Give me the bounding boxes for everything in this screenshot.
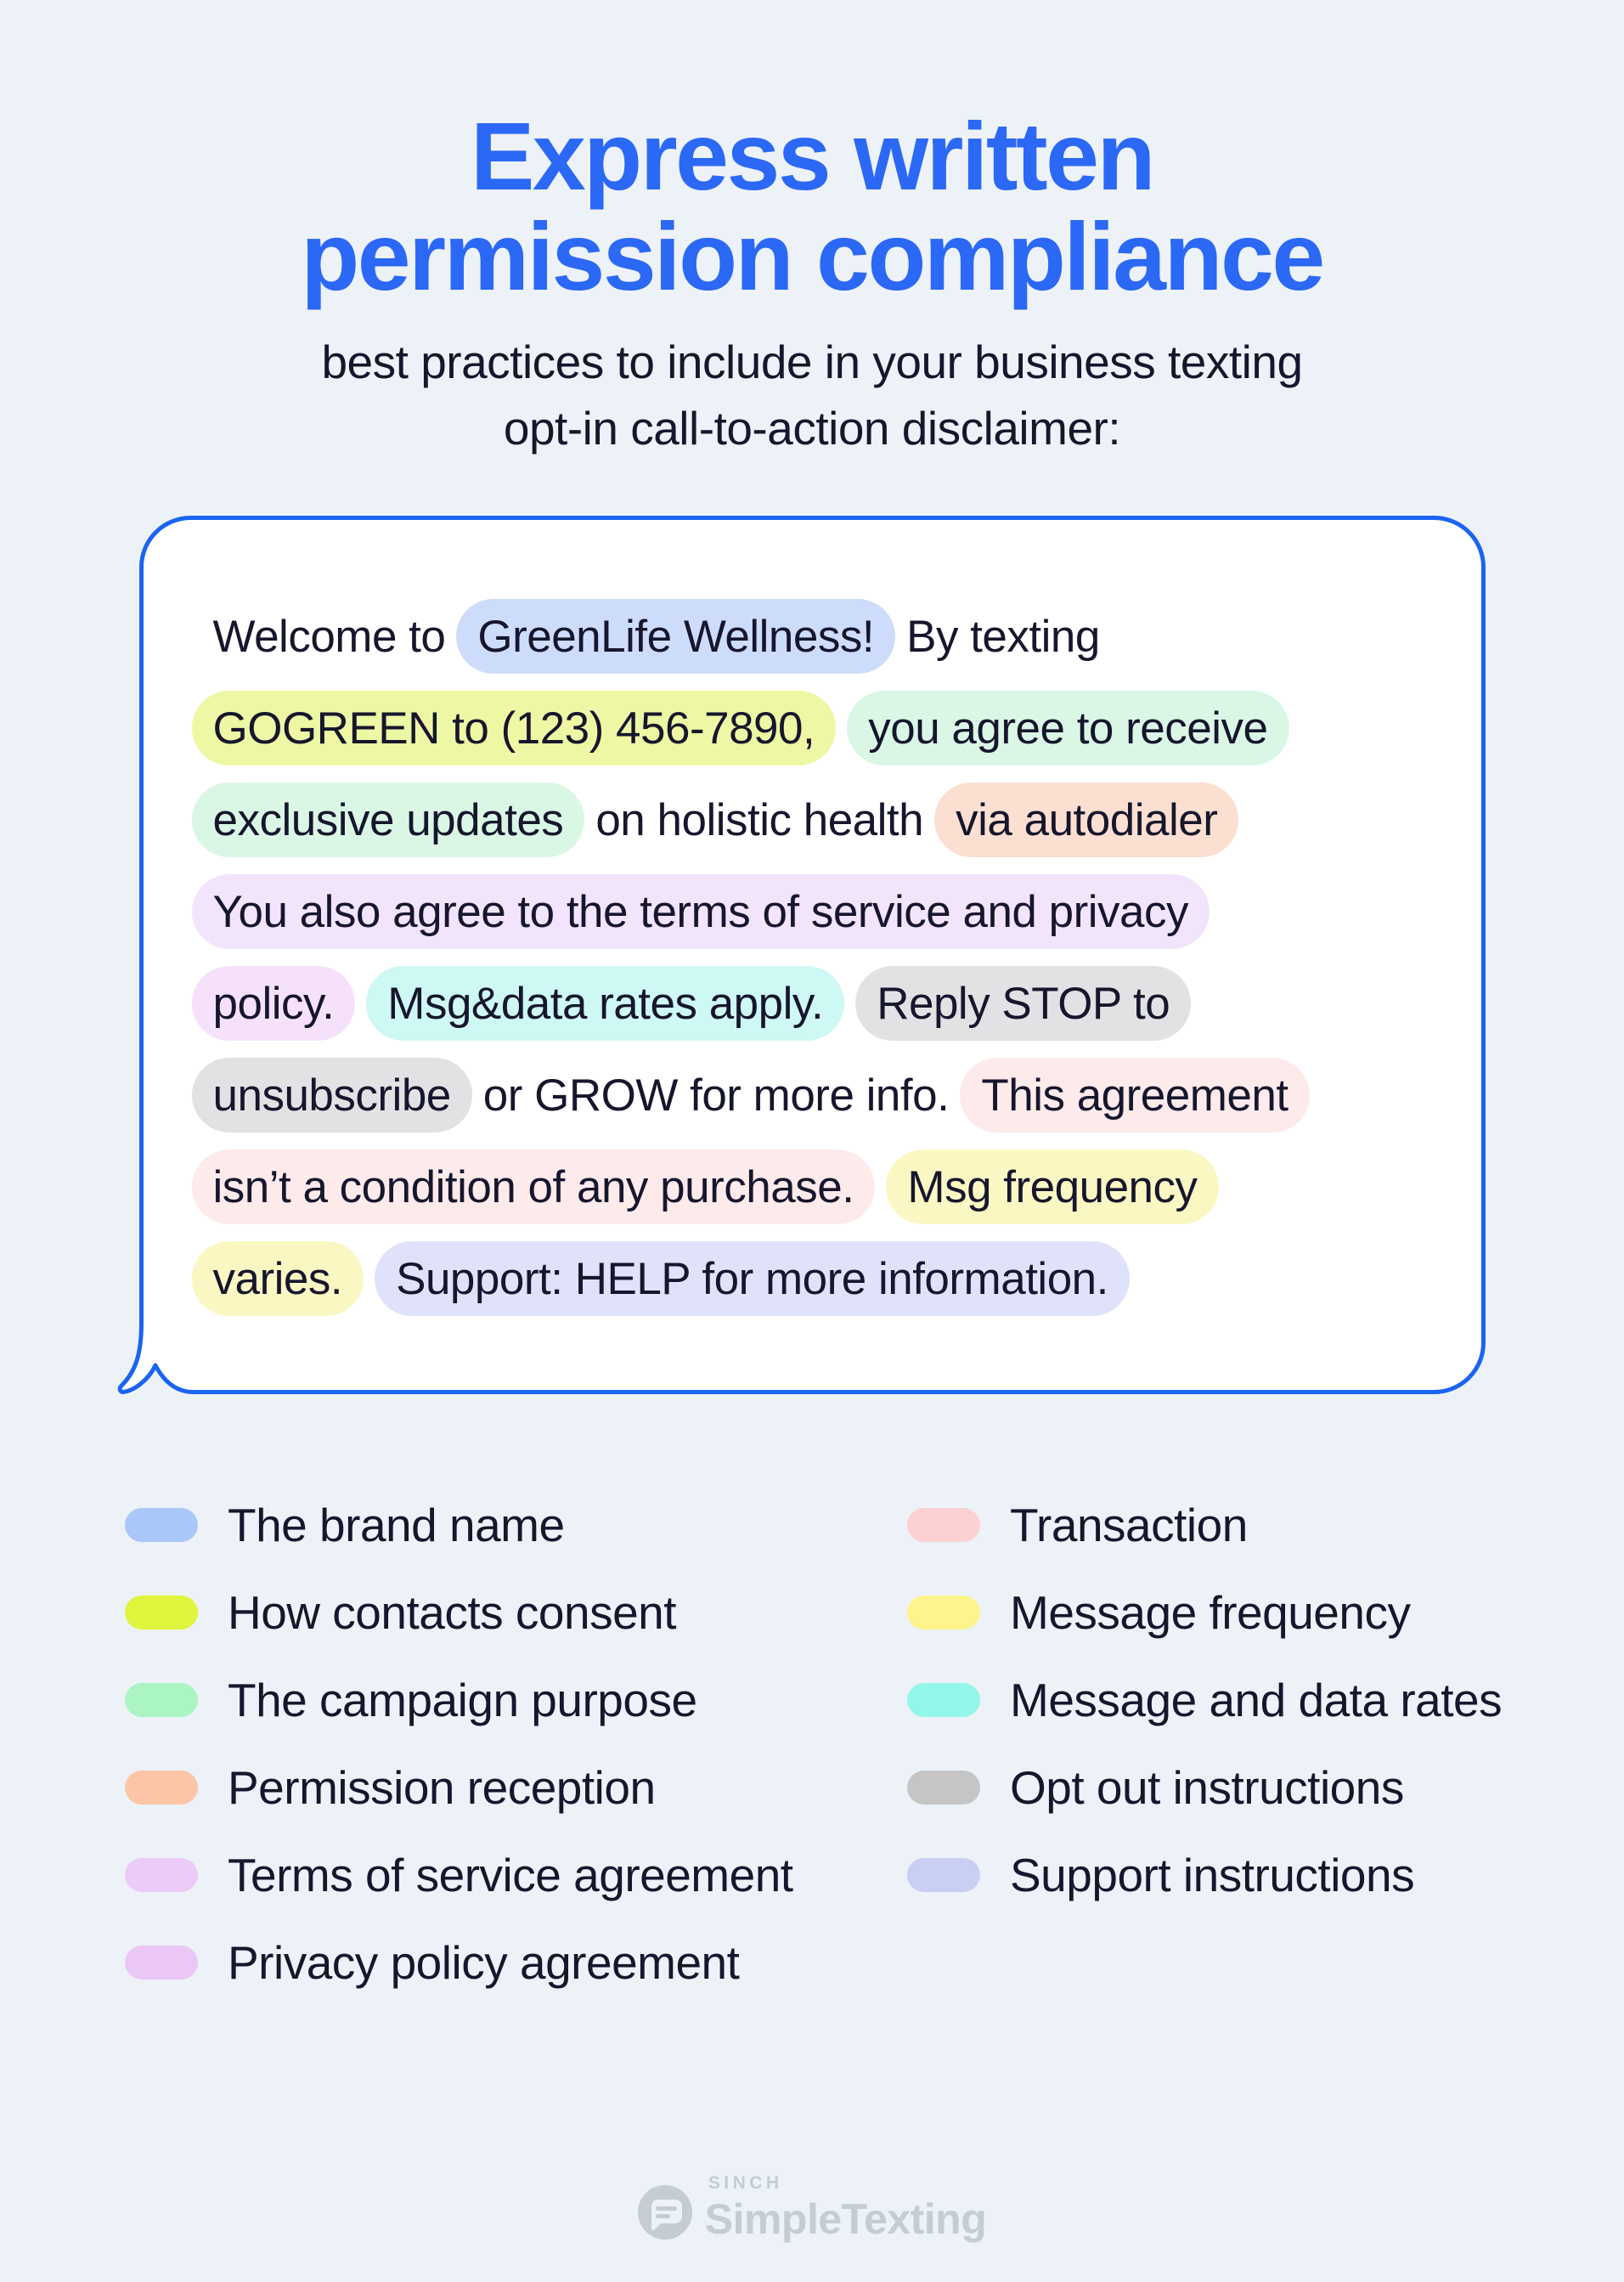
sms-message-text [139,516,1486,1325]
page-title [0,103,1624,310]
message-segment-plain: or GROW for more info. [482,1070,950,1121]
sms-speech-bubble [139,516,1486,1394]
legend-label: Support instructions [1010,1849,1415,1902]
simpletexting-wordmark: SimpleTexting [704,2195,987,2243]
legend-item-privacy-policy [125,1936,907,1990]
highlight-opt-out: unsubscribe [192,1058,472,1133]
legend-swatch-permission-reception [125,1771,198,1805]
legend-label: Message frequency [1010,1586,1411,1640]
legend-swatch-message-data-rates [907,1683,980,1717]
page-subtitle [0,329,1624,461]
sinch-wordmark: SINCH [708,2173,783,2193]
legend-label: Privacy policy agreement [228,1936,740,1990]
legend-column-left [125,1499,907,1990]
legend-item-campaign-purpose [125,1674,907,1727]
legend-item-support-instructions [907,1849,1502,1902]
color-legend [125,1499,1624,1990]
legend-item-message-frequency [907,1586,1502,1640]
message-segment-plain: on holistic health [595,794,924,845]
highlight-message-frequency: Msg frequency [886,1149,1218,1224]
legend-label: How contacts consent [228,1586,677,1640]
legend-label: Permission reception [228,1761,656,1815]
legend-label: Opt out instructions [1010,1761,1404,1815]
legend-label: Message and data rates [1010,1674,1503,1727]
highlight-permission-reception: via autodialer [934,782,1238,857]
legend-swatch-campaign-purpose [125,1683,198,1717]
highlight-opt-out: Reply STOP to [855,966,1191,1041]
legend-label: The brand name [228,1499,565,1552]
highlight-message-frequency: varies. [192,1241,364,1316]
legend-item-terms-of-service [125,1849,907,1902]
message-line [192,866,1469,957]
highlight-terms-of-service: You also agree to the terms of service and privacy [192,874,1210,949]
legend-item-brand-name [125,1499,907,1552]
highlight-privacy-policy: policy. [192,966,356,1041]
legend-swatch-message-frequency [907,1596,980,1630]
legend-swatch-transaction [907,1508,980,1542]
message-line [192,682,1469,774]
legend-label: Terms of service agreement [228,1849,793,1902]
message-line [192,957,1469,1049]
chat-bubble-logo-icon [638,2185,692,2240]
page-subtitle-line1: best practices to include in your business texting [321,336,1303,389]
footer [0,2173,1624,2243]
legend-item-permission-reception [125,1761,907,1815]
message-line [192,1233,1469,1325]
legend-item-transaction [907,1499,1502,1552]
logo-text-block [704,2173,987,2243]
message-line [192,1049,1469,1141]
highlight-message-data-rates: Msg&data rates apply. [366,966,844,1041]
message-line [192,1141,1469,1233]
legend-swatch-privacy-policy [125,1946,198,1980]
infographic-page [0,103,1624,2282]
legend-item-message-data-rates [907,1674,1503,1727]
highlight-how-contacts-consent: GOGREEN to (123) 456-7890, [192,691,837,765]
highlight-support-instructions: Support: HELP for more information. [375,1241,1130,1316]
highlight-campaign-purpose: exclusive updates [192,782,585,857]
highlight-transaction: This agreement [960,1058,1309,1133]
page-title-line2: permission compliance [301,202,1323,310]
legend-label: The campaign purpose [228,1674,697,1727]
message-segment-plain: Welcome to [212,611,446,662]
legend-swatch-opt-out [907,1771,980,1805]
legend-swatch-how-contacts-consent [125,1596,198,1630]
page-title-line1: Express written [470,103,1154,210]
legend-swatch-brand-name [125,1508,198,1542]
message-line [192,774,1469,866]
legend-item-opt-out [907,1761,1502,1815]
message-line [192,590,1469,682]
legend-swatch-support-instructions [907,1858,980,1892]
simpletexting-logo [638,2173,987,2243]
page-subtitle-line2: opt-in call-to-action disclaimer: [503,402,1121,455]
legend-item-how-contacts-consent [125,1586,907,1640]
highlight-brand-name: GreenLife Wellness! [456,599,895,674]
legend-column-right [907,1499,1503,1980]
highlight-transaction: isn’t a condition of any purchase. [192,1149,876,1224]
highlight-campaign-purpose: you agree to receive [847,691,1288,765]
message-segment-plain: By texting [906,611,1100,662]
legend-swatch-terms-of-service [125,1858,198,1892]
legend-label: Transaction [1010,1499,1248,1552]
